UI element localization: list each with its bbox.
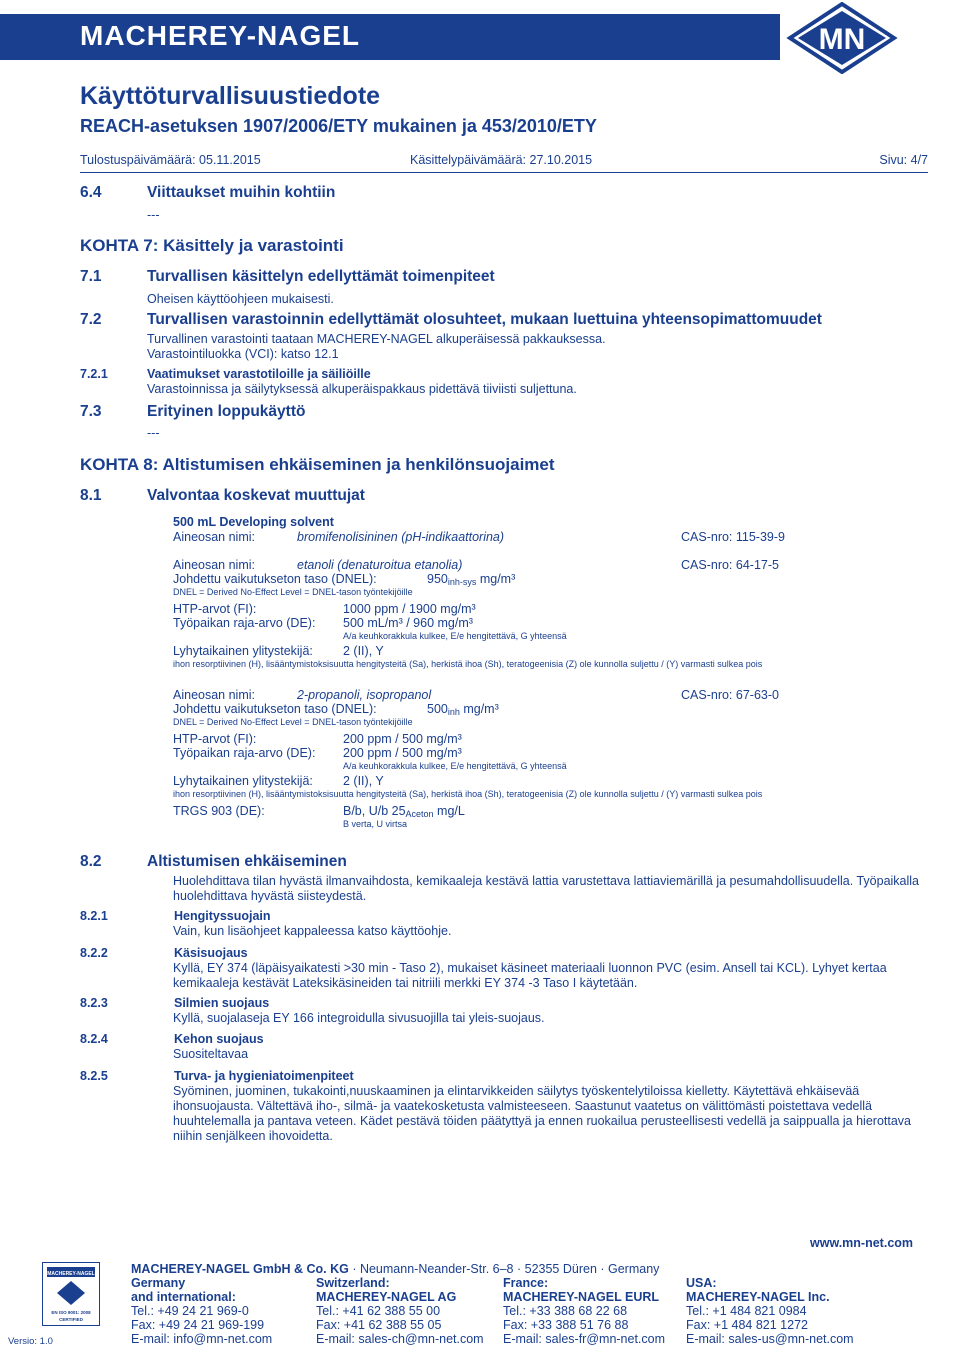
comp2-de-value: 500 mL/m³ / 960 mg/m³ bbox=[343, 616, 473, 630]
section-8-2-1-text: Vain, kun lisäohjeet kappaleessa katso käyttöohje. bbox=[173, 924, 452, 938]
comp3-limit-label: Lyhytaikainen ylitystekijä: bbox=[173, 774, 313, 788]
comp2-cas: CAS-nro: 64-17-5 bbox=[681, 558, 779, 572]
comp3-dnel-note: DNEL = Derived No-Effect Level = DNEL-tason työntekijöille bbox=[173, 717, 413, 727]
footer-switzerland-h1: Switzerland: bbox=[316, 1276, 390, 1290]
comp3-limit-note: ihon resorptiivinen (H), lisääntymistoksisuutta hengitysteitä (Sa), herkistä ihoa (Sh), teratogeenisia (Z) ole kunnolla suljettu / (Y) varmasti sulkea pois bbox=[173, 789, 763, 799]
comp3-trgs-note: B verta, U virtsa bbox=[343, 819, 408, 829]
brand-name: MACHEREY-NAGEL bbox=[80, 20, 361, 51]
footer-france-h1: France: bbox=[503, 1276, 549, 1290]
comp3-htp-value: 200 ppm / 500 mg/m³ bbox=[343, 732, 462, 746]
section-8-2-4-text: Suositeltavaa bbox=[173, 1047, 249, 1061]
footer-france-mail[interactable]: E-mail: sales-fr@mn-net.com bbox=[503, 1332, 666, 1346]
comp2-dnel-value: $950_{inh-sys}$ mg/m³ bbox=[427, 572, 516, 587]
comp2-label: Aineosan nimi: bbox=[173, 558, 255, 572]
section-7-2-1-text: Varastoinnissa ja säilytyksessä alkuperäispakkaus pidettävä tiiviisti suljettuna. bbox=[147, 382, 577, 396]
section-7-2-1-heading: 7.2.1 Vaatimukset varastotiloille ja säiliöille bbox=[80, 367, 371, 381]
section-7-3-text: --- bbox=[147, 426, 160, 440]
section-8-2-3-text: Kyllä, suojalaseja EY 166 integroidulla sivusuojilla tai yleis-suojaus. bbox=[173, 1011, 545, 1025]
footer-switzerland-tel: Tel.: +41 62 388 55 00 bbox=[316, 1304, 441, 1318]
section-8-2-2-text: Kyllä, EY 374 (läpäisyaikatesti >30 min - Taso 2), mukaiset käsineet materiaali luonnon PVC (esim. Ansell tai KCL). Lyhyet kertaa kemikaaleja kestävät Lateksikäsineiden tai nitriili merkki EY 374 -3 Taso I käytetään. bbox=[173, 961, 887, 990]
footer-switzerland-fax: Fax: +41 62 388 55 05 bbox=[316, 1318, 442, 1332]
footer-company-line: MACHEREY-NAGEL GmbH & Co. KG · Neumann-Neander-Str. 6–8 · 52355 Düren · Germany bbox=[131, 1262, 660, 1276]
section-7-1-heading: 7.1 Turvallisen käsittelyn edellyttämät toimenpiteet bbox=[80, 268, 495, 285]
section-8-2-3-heading: 8.2.3 Silmien suojaus bbox=[80, 996, 270, 1010]
page-title: Käyttöturvallisuustiedote bbox=[80, 82, 381, 110]
comp3-cas: CAS-nro: 67-63-0 bbox=[681, 688, 779, 702]
print-date: Tulostuspäivämäärä: 05.11.2015 bbox=[80, 153, 261, 167]
product-name: 500 mL Developing solvent bbox=[173, 515, 334, 529]
section-8-2-1-heading: 8.2.1 Hengityssuojain bbox=[80, 909, 271, 923]
footer-switzerland-h2: MACHEREY-NAGEL AG bbox=[316, 1290, 457, 1304]
footer-usa-tel: Tel.: +1 484 821 0984 bbox=[686, 1304, 807, 1318]
section-6-4-heading: 6.4 Viittaukset muihin kohtiin bbox=[80, 184, 336, 201]
comp2-dnel-note: DNEL = Derived No-Effect Level = DNEL-tason työntekijöille bbox=[173, 587, 413, 597]
footer-france-fax: Fax: +33 388 51 76 88 bbox=[503, 1318, 629, 1332]
page-subtitle: REACH-asetuksen 1907/2006/ETY mukainen ja 453/2010/ETY bbox=[80, 116, 597, 136]
footer-germany-tel: Tel.: +49 24 21 969-0 bbox=[131, 1304, 249, 1318]
comp3-de-note: A/a keuhkorakkula kulkee, E/e hengitettävä, G yhteensä bbox=[343, 761, 567, 771]
page-number: Sivu: 4/7 bbox=[879, 153, 928, 167]
footer-usa-h2: MACHEREY-NAGEL Inc. bbox=[686, 1290, 830, 1304]
footer-germany-fax: Fax: +49 24 21 969-199 bbox=[131, 1318, 265, 1332]
comp3-dnel-value: $500_{inh}$ mg/m³ bbox=[427, 702, 499, 717]
cert-line-2: EN ISO 9001: 2008 bbox=[51, 1310, 91, 1315]
logo-text: MN bbox=[818, 23, 866, 56]
comp2-htp-value: 1000 ppm / 1900 mg/m³ bbox=[343, 602, 476, 616]
footer-website-link[interactable]: www.mn-net.com bbox=[810, 1236, 914, 1250]
comp2-de-note: A/a keuhkorakkula kulkee, E/e hengitettävä, G yhteensä bbox=[343, 631, 567, 641]
comp2-limit-note: ihon resorptiivinen (H), lisääntymistoksisuutta hengitysteitä (Sa), herkistä ihoa (Sh), teratogeenisia (Z) ole kunnolla suljettu / (Y) varmasti sulkea pois bbox=[173, 659, 763, 669]
section-7-2-line1: Turvallinen varastointi taataan MACHEREY-NAGEL alkuperäisessä pakkauksessa. bbox=[147, 332, 606, 346]
section-8-2-5-text: Syöminen, juominen, tukakointi,nuuskaaminen ja elintarvikkeiden säilytys työskentelytiloissa kielletty. Käytettävä ehkäisevää ihonsuojausta. Vältettävä iho-, silmä- ja vaatekosketusta valmisteeseen. Saastunut vaatetus on välittömästi poistettava vedellä huuhtelemalla ja pantava veteen. Kädet pestävä töiden päätyttyä ja ennen ruokailua perusteellisesti vedellä ja saippualla ja hierottava niihin senjälkeen ihovoidetta. bbox=[173, 1084, 911, 1143]
footer-france-tel: Tel.: +33 388 68 22 68 bbox=[503, 1304, 628, 1318]
comp3-trgs-value: B/b, U/b $25_{Aceton}$ mg/L bbox=[343, 804, 465, 819]
comp2-limit-label: Lyhytaikainen ylitystekijä: bbox=[173, 644, 313, 658]
comp3-htp-label: HTP-arvot (FI): bbox=[173, 732, 257, 746]
footer-germany-mail[interactable]: E-mail: info@mn-net.com bbox=[131, 1332, 273, 1346]
comp3-trgs-label: TRGS 903 (DE): bbox=[173, 804, 265, 818]
section-7-1-text: Oheisen käyttöohjeen mukaisesti. bbox=[147, 292, 334, 306]
section-6-4-text: --- bbox=[147, 208, 160, 222]
comp1-label: Aineosan nimi: bbox=[173, 530, 255, 544]
comp2-name: etanoli (denaturoitua etanolia) bbox=[297, 558, 463, 572]
version-label: Versio: 1.0 bbox=[8, 1336, 53, 1347]
section-7-3-heading: 7.3 Erityinen loppukäyttö bbox=[80, 403, 306, 420]
kohta-8-heading: KOHTA 8: Altistumisen ehkäiseminen ja henkilönsuojaimet bbox=[80, 455, 555, 474]
footer-france-h2: MACHEREY-NAGEL EURL bbox=[503, 1290, 660, 1304]
comp1-cas: CAS-nro: 115-39-9 bbox=[681, 530, 785, 544]
section-8-2-text: Huolehdittava tilan hyvästä ilmanvaihdosta, kemikaaleja kestävä lattia varustettava lattiaviemärillä ja pesumahdollisuudella. Työpaikalla huolehdittava hyvästä siisteydestä. bbox=[173, 874, 920, 903]
comp3-dnel-label: Johdettu vaikutukseton taso (DNEL): bbox=[173, 702, 377, 716]
certificate-icon bbox=[43, 1263, 99, 1325]
footer-usa-mail[interactable]: E-mail: sales-us@mn-net.com bbox=[686, 1332, 854, 1346]
comp3-name: 2-propanoli, isopropanol bbox=[297, 688, 432, 702]
footer-switzerland-mail[interactable]: E-mail: sales-ch@mn-net.com bbox=[316, 1332, 484, 1346]
comp1-name: bromifenolisininen (pH-indikaattorina) bbox=[297, 530, 505, 544]
comp2-htp-label: HTP-arvot (FI): bbox=[173, 602, 257, 616]
section-7-2-heading: 7.2 Turvallisen varastoinnin edellyttämät olosuhteet, mukaan luettuina yhteensopimattomuudet bbox=[80, 311, 822, 328]
section-8-2-5-heading: 8.2.5 Turva- ja hygieniatoimenpiteet bbox=[80, 1069, 354, 1083]
section-7-2-line2: Varastointiluokka (VCI): katso 12.1 bbox=[147, 347, 339, 361]
cert-line-3: CERTIFIED bbox=[59, 1317, 83, 1322]
comp2-de-label: Työpaikan raja-arvo (DE): bbox=[173, 616, 316, 630]
date-line bbox=[80, 153, 928, 173]
header-bar bbox=[0, 0, 960, 72]
iso-certificate-badge bbox=[42, 1262, 100, 1326]
footer-germany-h1: Germany bbox=[131, 1276, 186, 1290]
footer-germany-h2: and international: bbox=[131, 1290, 236, 1304]
comp3-limit-value: 2 (II), Y bbox=[343, 774, 384, 788]
mn-logo-icon bbox=[786, 2, 898, 74]
section-8-2-heading: 8.2 Altistumisen ehkäiseminen bbox=[80, 853, 347, 870]
section-8-2-4-heading: 8.2.4 Kehon suojaus bbox=[80, 1032, 264, 1046]
comp3-label: Aineosan nimi: bbox=[173, 688, 255, 702]
kohta-7-heading: KOHTA 7: Käsittely ja varastointi bbox=[80, 236, 344, 255]
cert-line-1: MACHEREY-NAGEL bbox=[47, 1271, 95, 1277]
comp3-de-value: 200 ppm / 500 mg/m³ bbox=[343, 746, 462, 760]
comp2-limit-value: 2 (II), Y bbox=[343, 644, 384, 658]
section-8-2-2-heading: 8.2.2 Käsisuojaus bbox=[80, 946, 248, 960]
section-8-1-heading: 8.1 Valvontaa koskevat muuttujat bbox=[80, 487, 365, 504]
footer-usa-fax: Fax: +1 484 821 1272 bbox=[686, 1318, 808, 1332]
comp2-dnel-label: Johdettu vaikutukseton taso (DNEL): bbox=[173, 572, 377, 586]
comp3-de-label: Työpaikan raja-arvo (DE): bbox=[173, 746, 316, 760]
edit-date: Käsittelypäivämäärä: 27.10.2015 bbox=[410, 153, 593, 167]
footer-usa-h1: USA: bbox=[686, 1276, 717, 1290]
